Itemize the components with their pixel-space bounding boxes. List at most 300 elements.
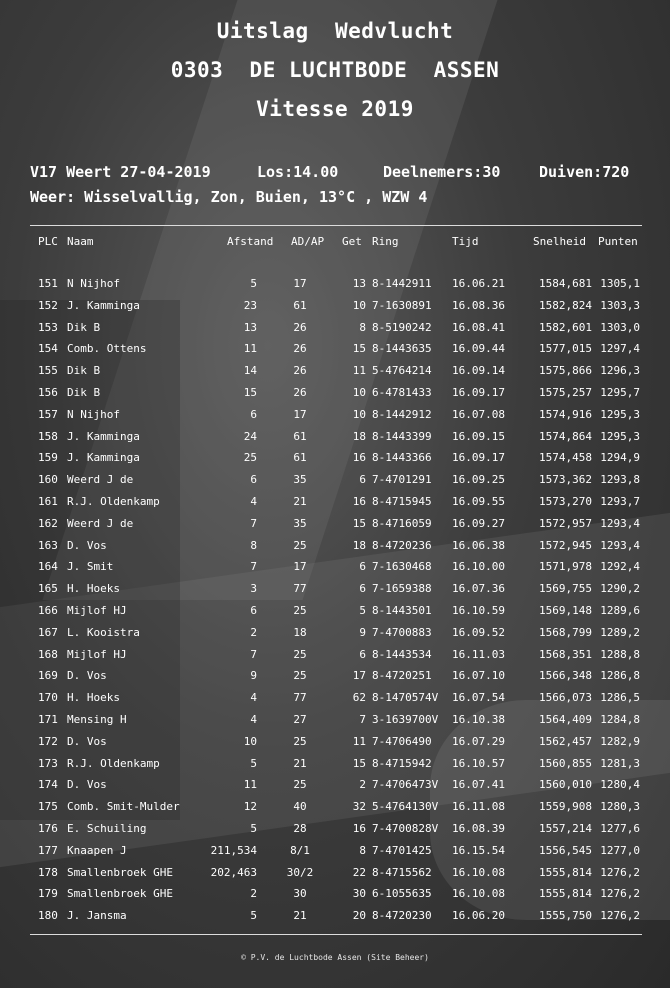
cell-get: 15: [352, 342, 366, 356]
cell-adap-value: 17: [293, 277, 307, 290]
table-row: [0, 513, 670, 535]
cell-plc: 163: [38, 538, 58, 552]
cell-get: 2: [359, 778, 366, 792]
cell-get: 8: [359, 320, 366, 334]
cell-adap-value: 25: [293, 669, 307, 683]
cell-adap-value: 30/2: [286, 865, 314, 879]
cell-adap-value: 27: [293, 712, 307, 726]
cell-adap-value: 18: [293, 625, 307, 639]
cell-afstand: 2: [250, 625, 257, 639]
cell-tijd: 16.10.08: [452, 887, 505, 901]
cell-naam: Smallenbroek GHE: [67, 865, 173, 879]
table-row: [0, 840, 670, 862]
cell-afstand: 12: [243, 800, 257, 814]
header-adap: AD/AP: [291, 235, 325, 248]
title-line-1: Uitslag Wedvlucht: [216, 19, 454, 43]
cell-tijd: 16.09.17: [452, 451, 505, 465]
cell-tijd: 16.08.36: [452, 298, 505, 312]
cell-adap-value: 26: [293, 320, 307, 334]
cell-punten: 1293,8: [600, 473, 640, 487]
cell-plc: 169: [38, 669, 58, 683]
cell-adap-value: 26: [293, 385, 307, 399]
cell-snelheid: 1575,257: [539, 385, 592, 399]
cell-snelheid: 1571,978: [539, 560, 592, 574]
table-row: [0, 426, 670, 448]
table-row: [0, 317, 670, 339]
race-info: [30, 160, 645, 210]
cell-ring: 7-1630468: [372, 560, 432, 574]
cell-get: 15: [352, 756, 366, 770]
cell-tijd: 16.07.54: [452, 691, 505, 705]
table-row: [0, 404, 670, 426]
table-row: [0, 774, 670, 796]
cell-adap-value: 61: [293, 451, 307, 465]
cell-punten: 1286,5: [600, 691, 640, 705]
cell-naam: Dik B: [67, 364, 101, 378]
cell-snelheid: 1568,351: [539, 647, 592, 661]
cell-get: 6: [359, 560, 366, 574]
cell-punten: 1281,3: [600, 756, 640, 770]
cell-naam: D. Vos: [67, 778, 107, 792]
cell-tijd: 16.09.14: [452, 364, 505, 378]
cell-naam: Comb. Smit-Mulder: [67, 800, 180, 814]
cell-plc: 153: [38, 320, 58, 334]
cell-snelheid: 1582,601: [539, 320, 592, 334]
divider-top: [30, 225, 642, 226]
cell-punten: 1276,2: [600, 909, 640, 923]
divider-bottom: [30, 934, 642, 935]
cell-plc: 160: [38, 473, 58, 487]
cell-punten: 1289,2: [600, 625, 640, 639]
cell-tijd: 16.09.15: [452, 429, 505, 443]
cell-plc: 174: [38, 778, 58, 792]
cell-adap-value: 77: [293, 691, 307, 705]
cell-punten: 1295,3: [600, 429, 640, 443]
cell-ring: 5-4764130V: [372, 800, 439, 814]
cell-afstand: 2: [250, 887, 257, 901]
cell-punten: 1288,8: [600, 647, 640, 661]
cell-tijd: 16.09.27: [452, 516, 505, 530]
cell-adap-value: 35: [293, 473, 307, 487]
cell-afstand: 11: [243, 778, 257, 792]
cell-naam: Dik B: [67, 320, 101, 334]
cell-punten: 1276,2: [600, 887, 640, 901]
cell-adap-value: 77: [293, 582, 307, 596]
cell-afstand: 5: [250, 821, 257, 835]
cell-plc: 171: [38, 712, 58, 726]
cell-ring: 8-5190242: [372, 320, 432, 334]
cell-naam: J. Kamminga: [67, 429, 140, 443]
pigeons-count: Duiven:720: [539, 163, 630, 181]
cell-punten: 1303,3: [600, 298, 640, 312]
cell-afstand: 8: [250, 538, 257, 552]
cell-get: 13: [352, 277, 366, 290]
cell-get: 30: [352, 887, 366, 901]
cell-afstand: 7: [250, 647, 257, 661]
table-row: [0, 905, 670, 927]
results-table: [0, 232, 670, 927]
cell-afstand: 9: [250, 669, 257, 683]
cell-punten: 1290,2: [600, 582, 640, 596]
cell-get: 7: [359, 712, 366, 726]
cell-ring: 8-1443534: [372, 647, 432, 661]
table-body: [0, 273, 670, 927]
table-row: [0, 556, 670, 578]
cell-naam: L. Kooistra: [67, 625, 140, 639]
cell-tijd: 16.10.00: [452, 560, 505, 574]
cell-snelheid: 1577,015: [539, 342, 592, 356]
cell-naam: J. Kamminga: [67, 298, 140, 312]
cell-get: 9: [359, 625, 366, 639]
cell-plc: 173: [38, 756, 58, 770]
cell-adap-value: 17: [293, 560, 307, 574]
cell-afstand: 4: [250, 712, 257, 726]
cell-ring: 8-1443501: [372, 603, 432, 617]
cell-snelheid: 1556,545: [539, 843, 592, 857]
cell-adap-value: 25: [293, 734, 307, 748]
cell-tijd: 16.10.08: [452, 865, 505, 879]
cell-snelheid: 1555,814: [539, 865, 592, 879]
table-row: [0, 753, 670, 775]
cell-naam: N Nijhof: [67, 407, 120, 421]
cell-ring: 8-4715942: [372, 756, 432, 770]
header-naam: Naam: [67, 235, 94, 248]
cell-punten: 1295,7: [600, 385, 640, 399]
cell-naam: R.J. Oldenkamp: [67, 756, 160, 770]
cell-ring: 7-1659388: [372, 582, 432, 596]
cell-ring: 8-4720251: [372, 669, 432, 683]
cell-punten: 1277,6: [600, 821, 640, 835]
cell-ring: 7-4706490: [372, 734, 432, 748]
cell-ring: 8-4716059: [372, 516, 432, 530]
cell-punten: 1292,4: [600, 560, 640, 574]
cell-naam: Smallenbroek GHE: [67, 887, 173, 901]
cell-afstand: 15: [243, 385, 257, 399]
cell-naam: D. Vos: [67, 734, 107, 748]
page-title: [0, 12, 670, 129]
table-row: [0, 622, 670, 644]
cell-snelheid: 1566,073: [539, 691, 592, 705]
cell-afstand: 6: [250, 407, 257, 421]
cell-afstand: 4: [250, 691, 257, 705]
cell-punten: 1276,2: [600, 865, 640, 879]
cell-adap-value: 26: [293, 364, 307, 378]
cell-plc: 177: [38, 843, 58, 857]
cell-naam: J. Jansma: [67, 909, 127, 923]
cell-get: 22: [352, 865, 366, 879]
table-row: [0, 883, 670, 905]
cell-tijd: 16.10.38: [452, 712, 505, 726]
cell-naam: Dik B: [67, 385, 101, 399]
cell-get: 17: [352, 669, 366, 683]
header-snelheid: Snelheid: [533, 235, 586, 248]
cell-afstand: 4: [250, 494, 257, 508]
cell-ring: 8-1443635: [372, 342, 432, 356]
cell-naam: H. Hoeks: [67, 691, 120, 705]
cell-plc: 172: [38, 734, 58, 748]
cell-naam: Knaapen J: [67, 843, 127, 857]
table-row: [0, 600, 670, 622]
cell-get: 16: [352, 821, 366, 835]
cell-naam: E. Schuiling: [67, 821, 147, 835]
cell-ring: 6-4781433: [372, 385, 432, 399]
cell-ring: 5-4764214: [372, 364, 432, 378]
cell-snelheid: 1569,755: [539, 582, 592, 596]
cell-snelheid: 1560,010: [539, 778, 592, 792]
table-row: [0, 796, 670, 818]
cell-afstand: 10: [243, 734, 257, 748]
cell-afstand: 23: [243, 298, 257, 312]
cell-afstand: 6: [250, 473, 257, 487]
cell-afstand: 5: [250, 909, 257, 923]
cell-plc: 158: [38, 429, 58, 443]
cell-tijd: 16.08.41: [452, 320, 505, 334]
cell-punten: 1293,7: [600, 494, 640, 508]
cell-adap-value: 21: [293, 909, 307, 923]
cell-snelheid: 1574,864: [539, 429, 592, 443]
cell-adap-value: 26: [293, 342, 307, 356]
weather-row: [30, 185, 645, 210]
cell-naam: Weerd J de: [67, 473, 134, 487]
table-row: [0, 818, 670, 840]
cell-punten: 1294,9: [600, 451, 640, 465]
cell-get: 16: [352, 494, 366, 508]
cell-ring: 8-1470574V: [372, 691, 439, 705]
cell-plc: 167: [38, 625, 58, 639]
cell-get: 32: [352, 800, 366, 814]
cell-plc: 179: [38, 887, 58, 901]
cell-get: 5: [359, 603, 366, 617]
cell-naam: R.J. Oldenkamp: [67, 494, 160, 508]
cell-punten: 1280,3: [600, 800, 640, 814]
cell-ring: 3-1639700V: [372, 712, 439, 726]
cell-adap-value: 21: [293, 756, 307, 770]
cell-adap-value: 25: [293, 538, 307, 552]
cell-punten: 1286,8: [600, 669, 640, 683]
cell-tijd: 16.10.57: [452, 756, 505, 770]
cell-naam: D. Vos: [67, 538, 107, 552]
cell-afstand: 5: [250, 756, 257, 770]
cell-adap-value: 25: [293, 647, 307, 661]
table-row: [0, 273, 670, 295]
cell-adap-value: 8/1: [290, 843, 310, 857]
cell-tijd: 16.11.03: [452, 647, 505, 661]
cell-get: 16: [352, 451, 366, 465]
cell-ring: 8-1442911: [372, 277, 432, 290]
cell-plc: 170: [38, 691, 58, 705]
header-plc: PLC: [38, 235, 58, 248]
cell-tijd: 16.09.52: [452, 625, 505, 639]
table-header: [0, 232, 670, 252]
cell-snelheid: 1573,362: [539, 473, 592, 487]
cell-naam: D. Vos: [67, 669, 107, 683]
cell-adap-value: 61: [293, 429, 307, 443]
cell-plc: 176: [38, 821, 58, 835]
cell-snelheid: 1562,457: [539, 734, 592, 748]
cell-get: 6: [359, 582, 366, 596]
cell-ring: 8-1442912: [372, 407, 432, 421]
cell-adap-value: 30: [293, 887, 307, 901]
cell-get: 18: [352, 538, 366, 552]
cell-ring: 7-4700883: [372, 625, 432, 639]
cell-punten: 1305,1: [600, 277, 640, 290]
cell-get: 15: [352, 516, 366, 530]
cell-snelheid: 1557,214: [539, 821, 592, 835]
cell-punten: 1277,0: [600, 843, 640, 857]
cell-naam: J. Smit: [67, 560, 114, 574]
cell-afstand: 14: [243, 364, 257, 378]
cell-plc: 159: [38, 451, 58, 465]
table-row: [0, 535, 670, 557]
cell-naam: N Nijhof: [67, 277, 120, 290]
cell-plc: 178: [38, 865, 58, 879]
cell-plc: 180: [38, 909, 58, 923]
cell-snelheid: 1582,824: [539, 298, 592, 312]
cell-punten: 1284,8: [600, 712, 640, 726]
cell-naam: Mensing H: [67, 712, 127, 726]
cell-afstand: 25: [243, 451, 257, 465]
cell-snelheid: 1566,348: [539, 669, 592, 683]
cell-snelheid: 1568,799: [539, 625, 592, 639]
release-time: Los:14.00: [257, 163, 339, 181]
cell-afstand: 202,463: [210, 865, 257, 879]
cell-ring: 7-4700828V: [372, 821, 439, 835]
header-afstand: Afstand: [227, 235, 274, 248]
cell-snelheid: 1573,270: [539, 494, 592, 508]
cell-tijd: 16.06.21: [452, 277, 505, 290]
title-line-2: 0303 DE LUCHTBODE ASSEN: [170, 58, 500, 82]
cell-snelheid: 1574,916: [539, 407, 592, 421]
header-ring: Ring: [372, 235, 399, 248]
cell-naam: Mijlof HJ: [67, 603, 127, 617]
cell-get: 8: [359, 843, 366, 857]
cell-tijd: 16.07.29: [452, 734, 505, 748]
cell-tijd: 16.09.25: [452, 473, 505, 487]
cell-punten: 1295,3: [600, 407, 640, 421]
cell-ring: 8-4715945: [372, 494, 432, 508]
table-row: [0, 665, 670, 687]
cell-punten: 1280,4: [600, 778, 640, 792]
cell-plc: 157: [38, 407, 58, 421]
cell-snelheid: 1574,458: [539, 451, 592, 465]
cell-plc: 154: [38, 342, 58, 356]
table-row: [0, 687, 670, 709]
cell-plc: 152: [38, 298, 58, 312]
participants-count: Deelnemers:30: [383, 163, 501, 181]
cell-punten: 1293,4: [600, 516, 640, 530]
cell-tijd: 16.07.41: [452, 778, 505, 792]
cell-plc: 162: [38, 516, 58, 530]
cell-naam: Mijlof HJ: [67, 647, 127, 661]
cell-tijd: 16.07.36: [452, 582, 505, 596]
cell-naam: J. Kamminga: [67, 451, 140, 465]
cell-get: 62: [352, 691, 366, 705]
cell-snelheid: 1575,866: [539, 364, 592, 378]
table-row: [0, 862, 670, 884]
cell-ring: 7-4701291: [372, 473, 432, 487]
race-info-row: [30, 160, 645, 185]
cell-afstand: 6: [250, 603, 257, 617]
cell-get: 6: [359, 647, 366, 661]
cell-tijd: 16.07.08: [452, 407, 505, 421]
cell-plc: 168: [38, 647, 58, 661]
table-row: [0, 731, 670, 753]
cell-plc: 164: [38, 560, 58, 574]
cell-naam: Comb. Ottens: [67, 342, 147, 356]
cell-ring: 8-1443399: [372, 429, 432, 443]
cell-punten: 1282,9: [600, 734, 640, 748]
table-row: [0, 469, 670, 491]
cell-afstand: 24: [243, 429, 257, 443]
cell-tijd: 16.09.17: [452, 385, 505, 399]
cell-afstand: 13: [243, 320, 257, 334]
cell-afstand: 3: [250, 582, 257, 596]
table-row: [0, 578, 670, 600]
cell-get: 10: [352, 298, 366, 312]
cell-afstand: 11: [243, 342, 257, 356]
cell-afstand: 211,534: [210, 843, 257, 857]
cell-adap-value: 25: [293, 778, 307, 792]
header-get: Get: [342, 235, 362, 248]
cell-adap-value: 17: [293, 407, 307, 421]
cell-plc: 166: [38, 603, 58, 617]
cell-ring: 8-4720236: [372, 538, 432, 552]
cell-ring: 8-4715562: [372, 865, 432, 879]
cell-ring: 8-1443366: [372, 451, 432, 465]
cell-adap-value: 25: [293, 603, 307, 617]
cell-plc: 155: [38, 364, 58, 378]
header-punten: Punten: [598, 235, 638, 248]
cell-snelheid: 1584,681: [539, 277, 592, 290]
cell-ring: 7-4701425: [372, 843, 432, 857]
cell-punten: 1303,0: [600, 320, 640, 334]
cell-plc: 161: [38, 494, 58, 508]
cell-adap-value: 28: [293, 821, 307, 835]
cell-tijd: 16.07.10: [452, 669, 505, 683]
cell-afstand: 7: [250, 516, 257, 530]
table-row: [0, 338, 670, 360]
table-row: [0, 295, 670, 317]
cell-ring: 6-1055635: [372, 887, 432, 901]
cell-punten: 1289,6: [600, 603, 640, 617]
header-tijd: Tijd: [452, 235, 479, 248]
cell-afstand: 7: [250, 560, 257, 574]
cell-tijd: 16.06.38: [452, 538, 505, 552]
table-row: [0, 360, 670, 382]
cell-snelheid: 1555,750: [539, 909, 592, 923]
cell-snelheid: 1572,945: [539, 538, 592, 552]
cell-get: 6: [359, 473, 366, 487]
cell-ring: 7-1630891: [372, 298, 432, 312]
cell-adap-value: 35: [293, 516, 307, 530]
cell-ring: 8-4720230: [372, 909, 432, 923]
table-row: [0, 709, 670, 731]
cell-plc: 175: [38, 800, 58, 814]
cell-get: 11: [352, 734, 366, 748]
cell-punten: 1297,4: [600, 342, 640, 356]
cell-tijd: 16.10.59: [452, 603, 505, 617]
cell-tijd: 16.09.44: [452, 342, 505, 356]
cell-get: 10: [352, 385, 366, 399]
cell-tijd: 16.09.55: [452, 494, 505, 508]
cell-tijd: 16.11.08: [452, 800, 505, 814]
cell-get: 20: [352, 909, 366, 923]
footer-copyright: © P.V. de Luchtbode Assen (Site Beheer): [241, 953, 429, 962]
cell-get: 10: [352, 407, 366, 421]
race-name: V17 Weert 27-04-2019: [30, 163, 211, 181]
cell-naam: Weerd J de: [67, 516, 134, 530]
weather-text: Weer: Wisselvallig, Zon, Buien, 13°C , WZW 4: [30, 188, 428, 206]
